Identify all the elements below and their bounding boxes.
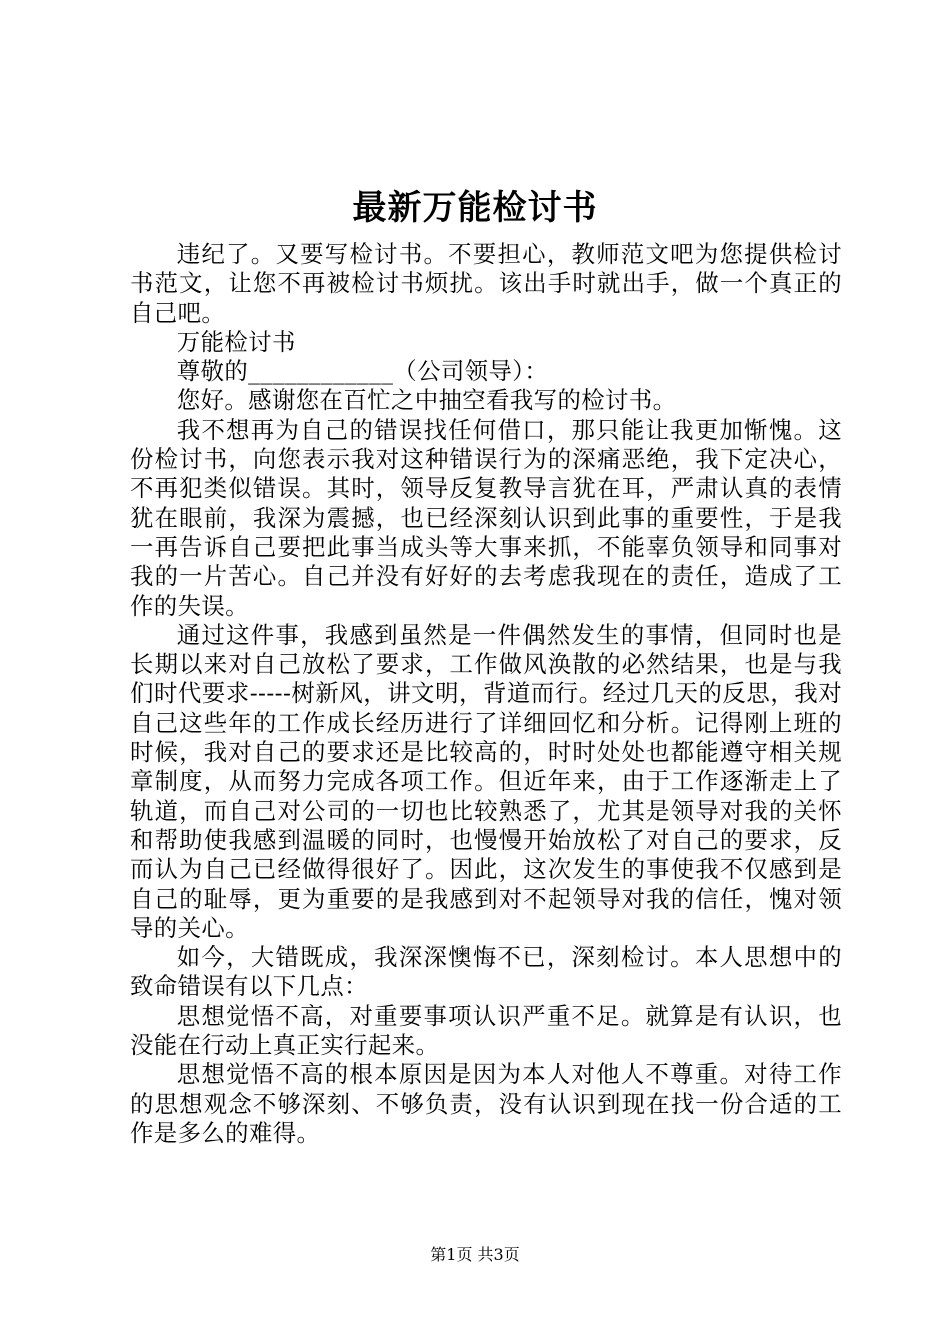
intro-paragraph: 违纪了。又要写检讨书。不要担心，教师范文吧为您提供检讨书范文，让您不再被检讨书烦扰。该出手时就出手，做一个真正的自己吧。 [130, 240, 842, 327]
document-title: 最新万能检讨书 [352, 188, 598, 228]
body-paragraph: 如今，大错既成，我深深懊悔不已，深刻检讨。本人思想中的致命错误有以下几点： [130, 943, 842, 1001]
body-paragraph: 我不想再为自己的错误找任何借口，那只能让我更加惭愧。这份检讨书，向您表示我对这种错误行为的深痛恶绝，我下定决心，不再犯类似错误。其时，领导反复教导言犹在耳，严肃认真的表情犹在眼前，我深为震撼，也已经深刻认识到此事的重要性，于是我一再告诉自己要把此事当成头等大事来抓，不能辜负领导和同事对我的一片苦心。自己并没有好好的去考虑我现在的责任，造成了工作的失误。 [130, 415, 842, 620]
body-paragraph: 思想觉悟不高，对重要事项认识严重不足。就算是有认识，也没能在行动上真正实行起来。 [130, 1001, 842, 1060]
salutation-line: 尊敬的____________（公司领导）： [176, 357, 549, 386]
greeting-line: 您好。感谢您在百忙之中抽空看我写的检讨书。 [176, 386, 677, 415]
page-number-footer: 第1页 共3页 [430, 1245, 520, 1264]
body-paragraph: 思想觉悟不高的根本原因是因为本人对他人不尊重。对待工作的思想观念不够深刻、不够负责，没有认识到现在找一份合适的工作是多么的难得。 [130, 1060, 842, 1147]
document-body [130, 240, 842, 1148]
subtitle-line: 万能检讨书 [176, 327, 296, 356]
body-paragraph: 通过这件事，我感到虽然是一件偶然发生的事情，但同时也是长期以来对自己放松了要求，工作做风涣散的必然结果，也是与我们时代要求-----树新风，讲文明，背道而行。经过几天的反思，我对自己这些年的工作成长经历进行了详细回忆和分析。记得刚上班的时候，我对自己的要求还是比较高的，时时处处也都能遵守相关规章制度，从而努力完成各项工作。但近年来，由于工作逐渐走上了轨道，而自己对公司的一切也比较熟悉了，尤其是领导对我的关怀和帮助使我感到温暖的同时，也慢慢开始放松了对自己的要求，反而认为自己已经做得很好了。因此，这次发生的事使我不仅感到是自己的耻辱，更为重要的是我感到对不起领导对我的信任，愧对领导的关心。 [130, 620, 842, 942]
